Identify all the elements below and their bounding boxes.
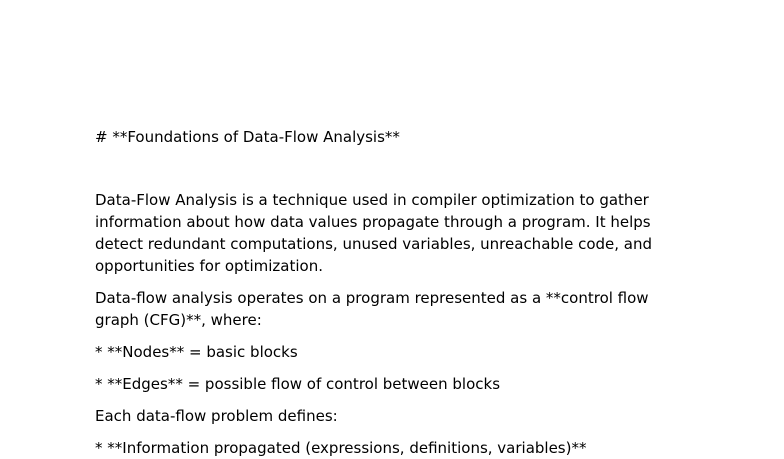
list-item-information: * **Information propagated (expressions, definitions, variables)** (95, 439, 587, 457)
paragraph-intro: Data-Flow Analysis is a technique used in compiler optimization to gather information about how data values propagate through a program. It helps detect redundant computations, unused variables, unreachable code, and opportunities for optimization. (95, 191, 652, 275)
paragraph-problem-defines: Each data-flow problem defines: (95, 407, 338, 425)
document-body (95, 126, 695, 459)
paragraph-cfg: Data-flow analysis operates on a program represented as a **control flow graph (CFG)**, where: (95, 289, 649, 329)
list-item-nodes: * **Nodes** = basic blocks (95, 343, 298, 361)
document-heading: # **Foundations of Data-Flow Analysis** (95, 128, 400, 146)
list-item-edges: * **Edges** = possible flow of control between blocks (95, 375, 501, 393)
